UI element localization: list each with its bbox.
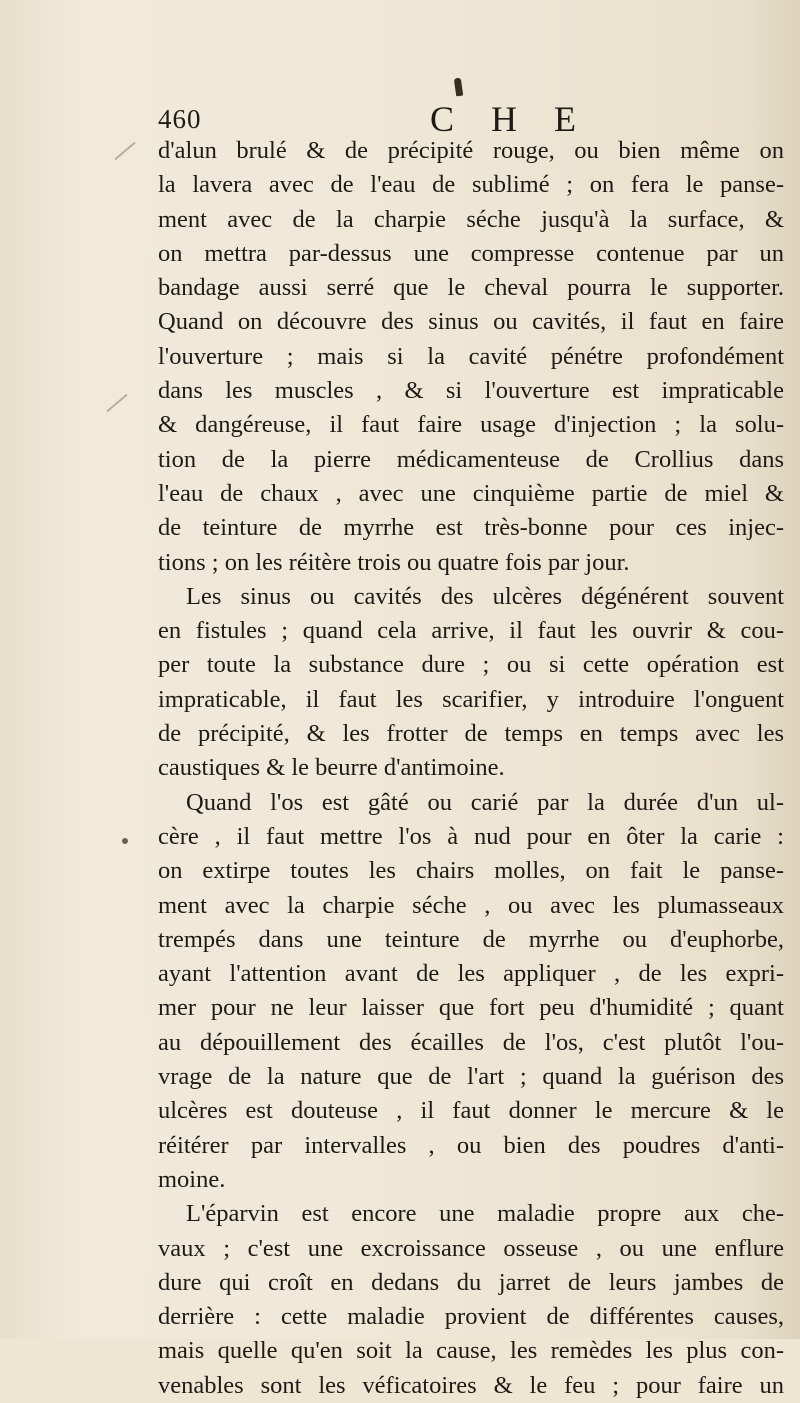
text-line: de précipité, & les frotter de temps en temps avec les [158,720,784,748]
text-line: ayant l'attention avant de les appliquer , de les expri- [158,960,784,988]
text-line: caustiques & le beurre d'antimoine. [158,754,505,782]
text-line: on extirpe toutes les chairs molles, on fait le panse- [158,857,784,885]
text-line: vrage de la nature que de l'art ; quand la guérison des [158,1063,784,1091]
text-line: per toute la substance dure ; ou si cette opération est [158,651,784,679]
text-line: on mettra par-dessus une compresse contenue par un [158,239,784,267]
text-line: réitérer par intervalles , ou bien des poudres d'anti- [158,1131,784,1159]
text-line: tion de la pierre médicamenteuse de Crollius dans [158,445,784,473]
margin-mark [114,142,135,160]
text-line: mais quelle qu'en soit la cause, les remèdes les plus con- [158,1337,784,1365]
text-line: ment avec la charpie séche , ou avec les plumasseaux [158,891,784,919]
text-line: cère , il faut mettre l'os à nud pour en ôter la carie : [158,822,784,850]
text-line: dans les muscles , & si l'ouverture est impraticable [158,377,784,405]
text-line: l'eau de chaux , avec une cinquième partie de miel & [158,479,784,507]
text-line: ment avec de la charpie séche jusqu'à la surface, & [158,205,784,233]
text-line: tions ; on les réitère trois ou quatre fois par jour. [158,548,630,576]
text-line: trempés dans une teinture de myrrhe ou d'euphorbe, [158,925,784,953]
text-line: derrière : cette maladie provient de différentes causes, [158,1303,784,1331]
ink-mark [454,78,463,97]
text-line: L'éparvin est encore une maladie propre aux che- [186,1200,784,1228]
page-number: 460 [158,104,202,134]
text-line: impraticable, il faut les scarifier, y introduire l'onguent [158,685,784,713]
text-line: dure qui croît en dedans du jarret de leurs jambes de [158,1268,784,1296]
text-line: vaux ; c'est une excroissance osseuse , ou une enflure [158,1234,784,1262]
text-line: au dépouillement des écailles de l'os, c'est plutôt l'ou- [158,1028,784,1056]
text-line: d'alun brulé & de précipité rouge, ou bien même on [158,137,784,164]
text-line: l'ouverture ; mais si la cavité pénétre profondément [158,342,784,370]
text-line: la lavera avec de l'eau de sublimé ; on fera le panse- [158,171,784,199]
body-text [158,134,784,1403]
text-line: moine. [158,1165,226,1193]
running-head-word: C H E [430,99,590,139]
text-line: de teinture de myrrhe est très-bonne pour ces injec- [158,514,784,542]
text-line: & dangéreuse, il faut faire usage d'injection ; la solu- [158,411,784,439]
text-line: bandage aussi serré que le cheval pourra le supporter. [158,274,784,302]
text-line: en fistules ; quand cela arrive, il faut les ouvrir & cou- [158,617,784,645]
text-line: venables sont les véficatoires & le feu ; pour faire un [158,1371,784,1399]
text-line: ulcères est douteuse , il faut donner le mercure & le [158,1097,784,1125]
text-line: Quand l'os est gâté ou carié par la durée d'un ul- [186,788,784,816]
text-line: mer pour ne leur laisser que fort peu d'humidité ; quant [158,994,784,1022]
text-line: Les sinus ou cavités des ulcères dégénérent souvent [186,582,784,610]
text-line: Quand on découvre des sinus ou cavités, il faut en faire [158,308,784,336]
margin-mark [106,394,127,412]
margin-dot [122,838,128,844]
